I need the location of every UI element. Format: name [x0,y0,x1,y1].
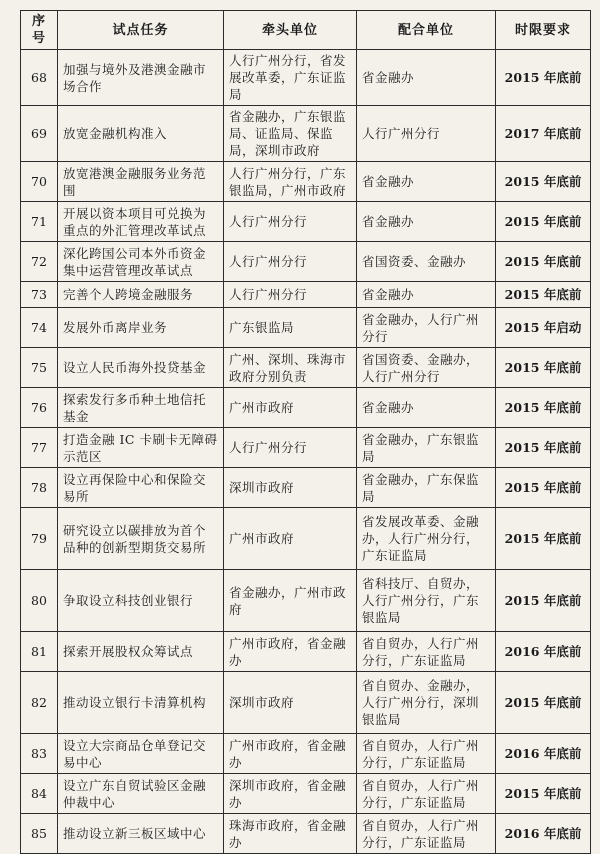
lead-unit-cell: 深圳市政府，省金融办 [224,774,357,814]
row-number: 73 [21,282,58,308]
row-number: 84 [21,774,58,814]
task-cell: 争取设立科技创业银行 [58,570,224,632]
task-cell: 设立再保险中心和保险交易所 [58,468,224,508]
table-row [21,508,591,570]
task-cell: 加强与境外及港澳金融市场合作 [58,50,224,106]
coop-unit-cell: 省自贸办，人行广州分行，广东证监局 [357,734,496,774]
deadline-cell: 2015 年底前 [496,774,591,814]
row-number: 71 [21,202,58,242]
coop-unit-cell: 省科技厅、自贸办，人行广州分行，广东银监局 [357,570,496,632]
task-cell: 设立大宗商品仓单登记交易中心 [58,734,224,774]
deadline-cell: 2015 年底前 [496,50,591,106]
coop-unit-cell: 人行广州分行 [357,106,496,162]
table-row [21,468,591,508]
task-cell: 研究设立以碳排放为首个品种的创新型期货交易所 [58,508,224,570]
lead-unit-cell: 省金融办，广州市政府 [224,570,357,632]
task-cell: 探索开展股权众筹试点 [58,632,224,672]
coop-unit-cell: 省发展改革委、金融办，人行广州分行，广东证监局 [357,508,496,570]
header-coop-unit: 配合单位 [357,11,496,50]
deadline-cell: 2015 年底前 [496,162,591,202]
coop-unit-cell: 省金融办，广东银监局 [357,428,496,468]
table-row [21,814,591,854]
deadline-cell: 2015 年底前 [496,672,591,734]
header-deadline: 时限要求 [496,11,591,50]
lead-unit-cell: 人行广州分行，省发展改革委，广东证监局 [224,50,357,106]
table-row [21,672,591,734]
deadline-cell: 2015 年底前 [496,242,591,282]
row-number: 69 [21,106,58,162]
table-row [21,734,591,774]
table-row [21,50,591,106]
lead-unit-cell: 深圳市政府 [224,672,357,734]
coop-unit-cell: 省金融办 [357,388,496,428]
coop-unit-cell: 省自贸办，人行广州分行，广东证监局 [357,774,496,814]
header-no: 序号 [21,11,58,50]
lead-unit-cell: 人行广州分行 [224,428,357,468]
task-cell: 设立人民币海外投贷基金 [58,348,224,388]
row-number: 78 [21,468,58,508]
deadline-cell: 2015 年底前 [496,468,591,508]
coop-unit-cell: 省自贸办，人行广州分行，广东证监局 [357,814,496,854]
lead-unit-cell: 珠海市政府，省金融办 [224,814,357,854]
coop-unit-cell: 省自贸办，人行广州分行，广东证监局 [357,632,496,672]
row-number: 83 [21,734,58,774]
row-number: 81 [21,632,58,672]
deadline-cell: 2016 年底前 [496,632,591,672]
table-row [21,428,591,468]
row-number: 70 [21,162,58,202]
row-number: 85 [21,814,58,854]
deadline-cell: 2016 年底前 [496,814,591,854]
coop-unit-cell: 省国资委、金融办 [357,242,496,282]
coop-unit-cell: 省金融办 [357,50,496,106]
header-row [21,11,591,50]
row-number: 79 [21,508,58,570]
lead-unit-cell: 人行广州分行 [224,282,357,308]
table-row [21,388,591,428]
deadline-cell: 2017 年底前 [496,106,591,162]
lead-unit-cell: 广州市政府 [224,508,357,570]
coop-unit-cell: 省金融办，广东保监局 [357,468,496,508]
row-number: 82 [21,672,58,734]
row-number: 75 [21,348,58,388]
task-cell: 设立广东自贸试验区金融仲裁中心 [58,774,224,814]
coop-unit-cell: 省金融办，人行广州分行 [357,308,496,348]
table-row [21,162,591,202]
lead-unit-cell: 广州市政府，省金融办 [224,734,357,774]
coop-unit-cell: 省自贸办、金融办，人行广州分行，深圳银监局 [357,672,496,734]
coop-unit-cell: 省金融办 [357,282,496,308]
table-body [21,50,591,854]
table-row [21,202,591,242]
lead-unit-cell: 广州市政府，省金融办 [224,632,357,672]
deadline-cell: 2015 年底前 [496,508,591,570]
row-number: 72 [21,242,58,282]
lead-unit-cell: 广东银监局 [224,308,357,348]
row-number: 68 [21,50,58,106]
coop-unit-cell: 省国资委、金融办，人行广州分行 [357,348,496,388]
task-cell: 深化跨国公司本外币资金集中运营管理改革试点 [58,242,224,282]
row-number: 80 [21,570,58,632]
coop-unit-cell: 省金融办 [357,202,496,242]
header-task: 试点任务 [58,11,224,50]
table-header [21,11,591,50]
row-number: 76 [21,388,58,428]
deadline-cell: 2015 年底前 [496,570,591,632]
task-cell: 推动设立银行卡清算机构 [58,672,224,734]
header-lead-unit: 牵头单位 [224,11,357,50]
task-cell: 开展以资本项目可兑换为重点的外汇管理改革试点 [58,202,224,242]
table-row [21,774,591,814]
table-row [21,106,591,162]
table-row [21,348,591,388]
lead-unit-cell: 广州市政府 [224,388,357,428]
deadline-cell: 2015 年底前 [496,202,591,242]
lead-unit-cell: 人行广州分行 [224,202,357,242]
pilot-task-table [20,10,591,854]
row-number: 74 [21,308,58,348]
deadline-cell: 2015 年底前 [496,428,591,468]
lead-unit-cell: 深圳市政府 [224,468,357,508]
table-row [21,282,591,308]
lead-unit-cell: 人行广州分行，广东银监局，广州市政府 [224,162,357,202]
table-row [21,570,591,632]
row-number: 77 [21,428,58,468]
task-cell: 推动设立新三板区域中心 [58,814,224,854]
task-cell: 打造金融 IC 卡刷卡无障碍示范区 [58,428,224,468]
table-row [21,632,591,672]
lead-unit-cell: 人行广州分行 [224,242,357,282]
task-cell: 完善个人跨境金融服务 [58,282,224,308]
task-cell: 探索发行多币种土地信托基金 [58,388,224,428]
table-row [21,242,591,282]
task-cell: 放宽港澳金融服务业务范围 [58,162,224,202]
task-cell: 放宽金融机构准入 [58,106,224,162]
table-row [21,308,591,348]
deadline-cell: 2015 年底前 [496,282,591,308]
deadline-cell: 2016 年底前 [496,734,591,774]
lead-unit-cell: 省金融办，广东银监局、证监局、保监局，深圳市政府 [224,106,357,162]
deadline-cell: 2015 年底前 [496,388,591,428]
deadline-cell: 2015 年底前 [496,348,591,388]
deadline-cell: 2015 年启动 [496,308,591,348]
lead-unit-cell: 广州、深圳、珠海市政府分别负责 [224,348,357,388]
coop-unit-cell: 省金融办 [357,162,496,202]
task-cell: 发展外币离岸业务 [58,308,224,348]
